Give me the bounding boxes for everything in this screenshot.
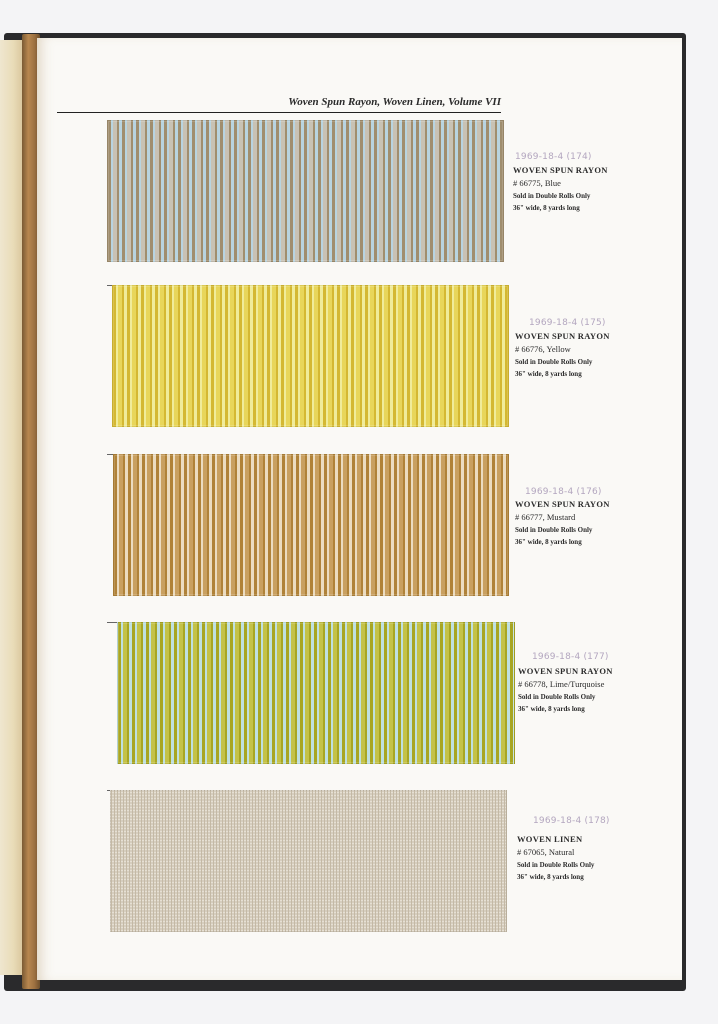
sample-dimensions: 36" wide, 8 yards long xyxy=(513,204,580,212)
sample-title: WOVEN SPUN RAYON xyxy=(513,165,608,175)
fabric-swatch-blue xyxy=(107,120,504,262)
sample-label xyxy=(515,499,645,548)
sample-sale-note: Sold in Double Rolls Only xyxy=(513,192,591,200)
sample-title: WOVEN SPUN RAYON xyxy=(518,666,613,676)
sample-label xyxy=(513,165,643,214)
sample-sale-note: Sold in Double Rolls Only xyxy=(517,861,595,869)
fabric-swatch-yellow xyxy=(112,285,509,427)
sample-dimensions: 36" wide, 8 yards long xyxy=(517,873,584,881)
sample-dimensions: 36" wide, 8 yards long xyxy=(515,538,582,546)
sample-number: # 66777, Mustard xyxy=(515,512,576,522)
sample-title: WOVEN SPUN RAYON xyxy=(515,499,610,509)
sample-label xyxy=(518,666,668,715)
fabric-swatch-natural-linen xyxy=(110,790,507,932)
sample-sale-note: Sold in Double Rolls Only xyxy=(515,526,593,534)
inventory-number: 1969-18-4 (175) xyxy=(529,318,606,328)
fabric-swatch-lime-turquoise xyxy=(117,622,515,764)
sample-number: # 66775, Blue xyxy=(513,178,561,188)
inventory-number: 1969-18-4 (174) xyxy=(515,152,592,162)
inventory-number: 1969-18-4 (177) xyxy=(532,652,609,662)
inventory-number: 1969-18-4 (176) xyxy=(525,487,602,497)
sample-sale-note: Sold in Double Rolls Only xyxy=(515,358,593,366)
catalog-page xyxy=(37,38,682,980)
fabric-swatch-mustard xyxy=(113,454,509,596)
sample-label xyxy=(515,331,645,380)
sample-dimensions: 36" wide, 8 yards long xyxy=(515,370,582,378)
inventory-number: 1969-18-4 (178) xyxy=(533,816,610,826)
sample-number: # 66778, Lime/Turquoise xyxy=(518,679,605,689)
sample-title: WOVEN LINEN xyxy=(517,834,583,844)
sample-title: WOVEN SPUN RAYON xyxy=(515,331,610,341)
sample-number: # 66776, Yellow xyxy=(515,344,571,354)
left-page-edge xyxy=(0,40,24,975)
sample-label xyxy=(517,834,647,883)
page-header: Woven Spun Rayon, Woven Linen, Volume VII xyxy=(57,96,501,113)
sample-number: # 67065, Natural xyxy=(517,847,575,857)
sample-sale-note: Sold in Double Rolls Only xyxy=(518,693,596,701)
sample-dimensions: 36" wide, 8 yards long xyxy=(518,705,585,713)
